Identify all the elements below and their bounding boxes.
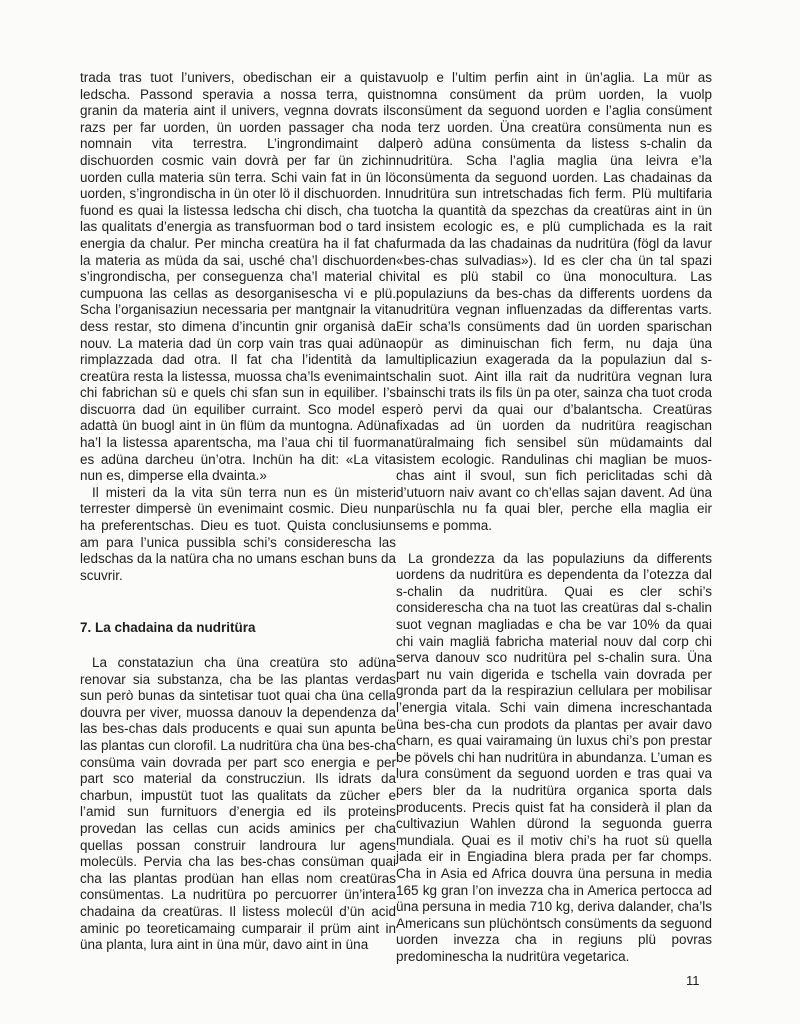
paragraph: vuolp e l’ultim perfin aint in ün’aglia. La mür as nomna consüment da prüm uorden, la vuolp consüment da seguond uorden e l’aglia consüment da terz uorden. Üna creatüra consümenta nun es però adüna consümenta da listess s-chalin da nudritüra. Scha l’aglia maglia üna leivra e’la consümenta da seguond uorden. Las chadainas da nudritüra sun intretschadas fich ferm. Plü multifaria cha la quantità da spezchas da creatüras aint in ün sistem ecologic es, e plü cumplichada es la rait furmada da las chadainas da nudritüra (fögl da lavur «bes-chas sulvadias»). Id es cler cha ün tal spazi vital es plü stabil co üna monocultura. Las populaziuns da bes-chas da differents uordens da nudritüra vegnan influenzadas da differentas varts. Eir scha’ls consüments dad ün uorden sparischan opür as diminuischan fich ferm, nu daja üna multiplicaziun exagerada da la populaziun dal s-chalin suot. Aint illa rait da nudritüra vegnan lura bainschi trats ils fils ün pa oter, sainza cha tuot croda però pervi da quai our d’balantscha. Creatüras fixadas ad ün uorden da nudritüra reagischan natüralmaing fich sensibel sün müdamaints dal sistem ecologic. Randulinas chi maglian be muos-chas aint il svoul, sun fich periclitadas schi dà d’utuorn naiv avant co ch’ellas sajan davent. Ad üna parüschla nu fa quai bler, perche ella maglia eir sems e pomma. (396, 70, 712, 534)
paragraph: trada tras tuot l’univers, obedischan eir a quista ledscha. Passond speravia a nossa terra, quist granin da materia aint il univers, vegnna dovrats ils razs per far uorden, ün uorden passager cha no nomnain vita terrestra. L’ingrondimaint dal dischuorden cosmic vain dovrà per far ün zichin uorden culla materia sün terra. Schi vain fat in ün lö uorden, s’ingrondischa in ün oter lö il dischuorden. In fuond es quai la listessa ledscha chi disch, cha tuot las qualitats d’energia as transfuorman bod o tard in energia da chalur. Per mincha creatüra ha il fat cha la materia as müda da sai, usché cha’l dischuorden s’ingrondischa, per conseguenza cha’l material chi cumpuona las cellas as desorganisescha vi e plü. Scha l’organisaziun necessaria per mantgnair la vita dess restar, sto dimena d’incuntin gnir organisà da nouv. La materia dad ün corp vain tras quai adüna rimplazzada dad otra. Il fat cha l’identità da la creatüra resta la listessa, muossa cha’ls evenimaints chi fabrichan sü e quels chi sfan sun in equiliber. I’s discuorra dad ün equiliber curraint. Sco model es adattà ün buogl aint in ün flüm da muntogna. Adüna ha’l la listessa aparentscha, ma l’aua chi til fuorma es adüna darcheu ün’otra. Inchün ha dit: «La vita nun es, dimperse ella dvainta.» (80, 70, 396, 484)
paragraph: La constataziun cha üna creatüra sto adüna renovar sia substanza, cha be las plantas verdas sun però bunas da sintetisar tuot quai cha üna cella douvra per viver, muossa danouv la dependenza da las bes-chas dals producents e quai sun apunta be las plantas cun clorofil. La nudritüra cha üna bes-cha consüma vain dovrada per part sco energia e per part sco material da construcziun. Ils idrats da charbun, impustüt tuot las qualitats da zücher e l’amid sun furnituors d’energia ed ils proteins provedan las cellas cun acids aminics per cha quellas possan construir landroura lur agens molecüls. Pervia cha las bes-chas consüman quai cha las plantas prodüan han ellas nom creatüras consümentas. La nudritüra po percuorrer ün’intera chadaina da creatüras. Il listess molecül d’ün acid aminic po teoreticamaing cumparair il prüm aint in üna planta, lura aint in üna mür, davo aint in üna (80, 655, 396, 953)
left-column (80, 70, 396, 954)
page-number: 11 (686, 973, 700, 988)
right-column (396, 70, 712, 965)
paragraph: Il misteri da la vita sün terra nun es ün misteri terrester dimpersè ün evenimaint cosmic. Dieu nun ha preferentschas. Dieu es tuot. Quista conclusiun am para l’unica pussibla schi’s considerescha las ledschas da la natüra cha no umans eschan buns da scuvrir. (80, 484, 396, 583)
section-heading: 7. La chadaina da nudritüra (80, 620, 256, 636)
paragraph: La grondezza da las populaziuns da differents uordens da nudritüra es dependenta da l’otezza dal s-chalin da nudritüra. Quai es cler schi’s considerescha cha na tuot las creatüras dal s-chalin suot vegnan magliadas e cha be var 10% da quai chi vain magliä fabricha material nouv dal corp chi serva danouv sco nudritüra pel s-chalin sura. Üna part nu vain digerida e tschella vain dovrada per gronda part da la respiraziun cellulara per mobilisar l’energia vitala. Schi vain dimena increschantada üna bes-cha cun prodots da plantas per avair davo charn, es quai vairamaing ün luxus chi’s pon prestar be pövels chi han nudritüra in abundanza. L’uman es lura consüment da seguond uorden e tras quai va pers bler da la nudritüra organica sporta dals producents. Precis quist fat ha considerà il plan da cultivaziun Wahlen dürond la seguonda guerra mundiala. Quai es il motiv chi’s ha ruot sü quella jada eir in Engiadina blera prada per far chomps. Cha in Asia ed Africa douvra üna persuna in media 165 kg gran l’on invezza cha in America pertocca ad üna persuna in media 710 kg, deriva dalander, cha’ls Americans sun plüchöntsch consüments da seguond uorden invezza cha in regiuns plü povras predominescha la nudritüra vegetarica. (396, 550, 712, 964)
